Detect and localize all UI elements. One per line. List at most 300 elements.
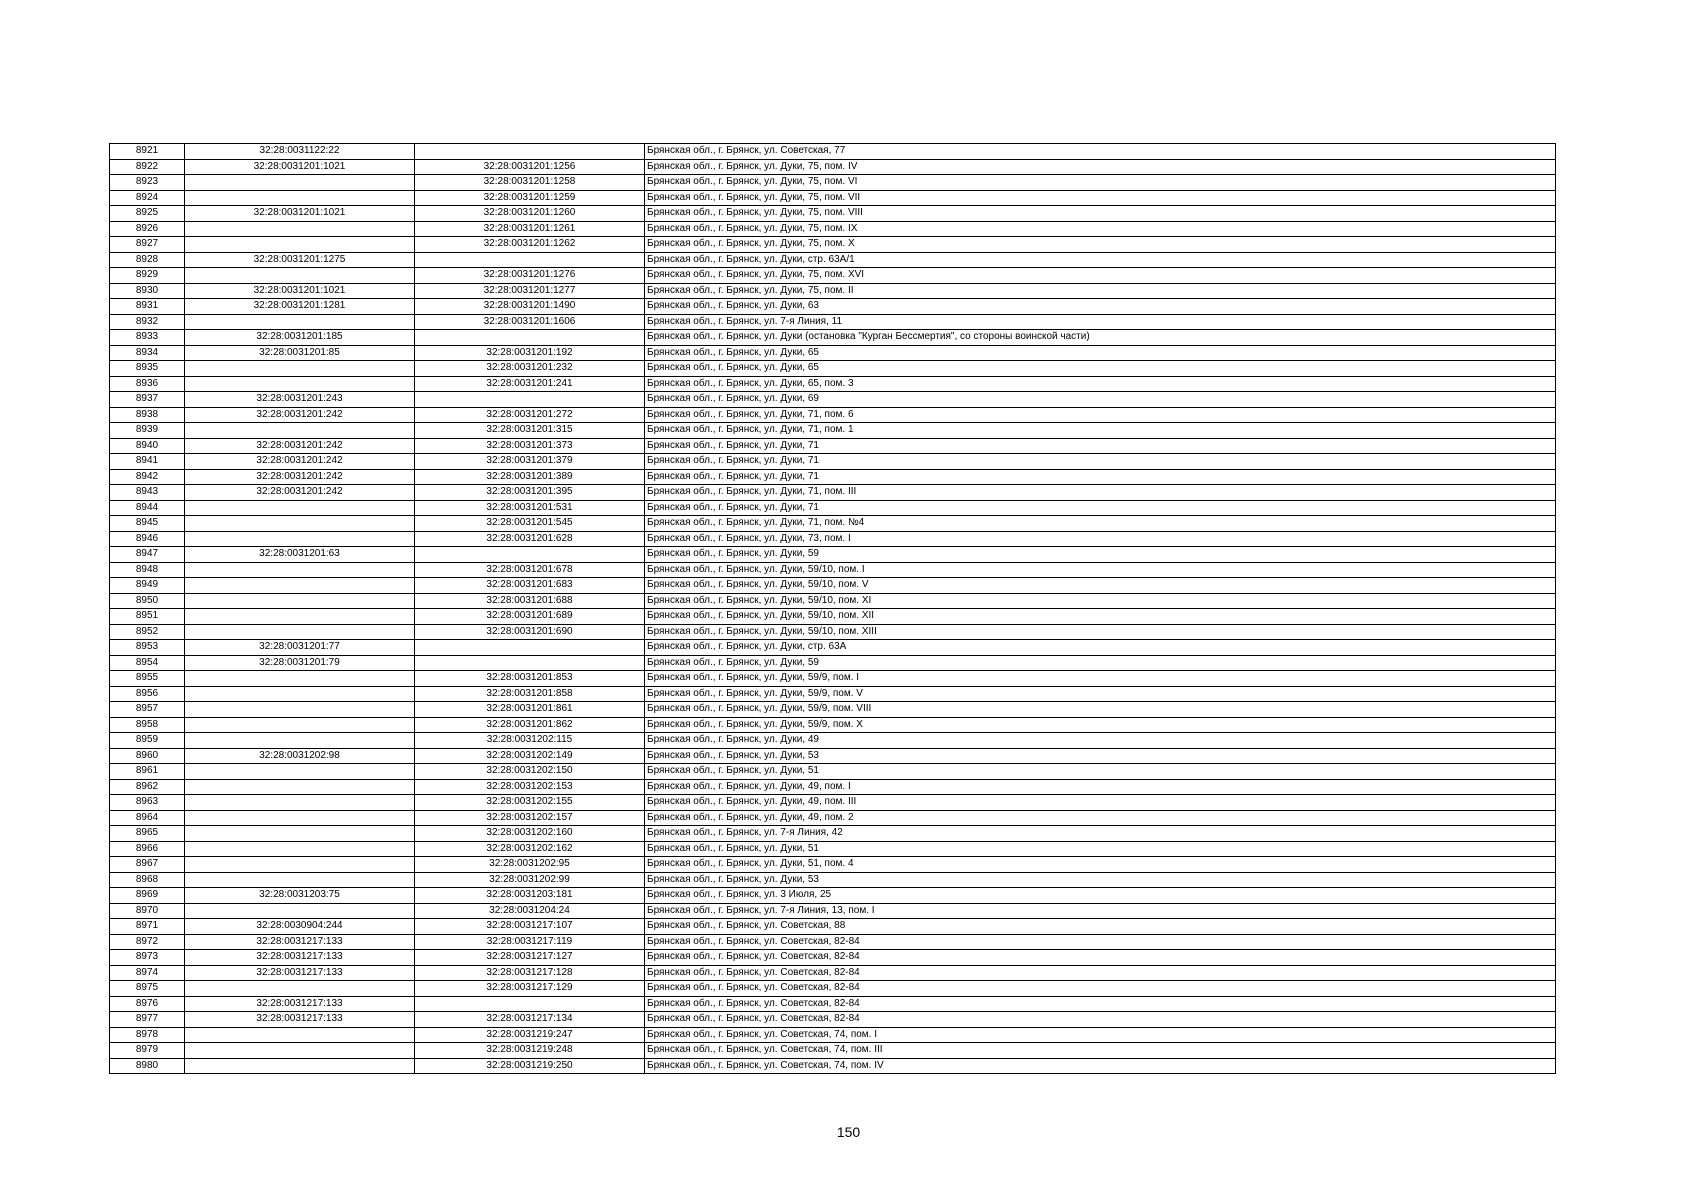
parcel-number-cell: 32:28:0031122:22 [185, 144, 415, 160]
object-number-cell: 32:28:0031202:150 [415, 764, 645, 780]
table-row [110, 640, 1556, 656]
table-row [110, 516, 1556, 532]
parcel-number-cell [185, 686, 415, 702]
address-cell: Брянская обл., г. Брянск, ул. Дуки, 75, пом. VII [645, 190, 1556, 206]
object-number-cell: 32:28:0031202:155 [415, 795, 645, 811]
parcel-number-cell: 32:28:0030904:244 [185, 919, 415, 935]
row-number-cell: 8942 [110, 469, 185, 485]
object-number-cell: 32:28:0031201:1606 [415, 314, 645, 330]
table-row [110, 624, 1556, 640]
parcel-number-cell [185, 1058, 415, 1074]
parcel-number-cell: 32:28:0031201:242 [185, 407, 415, 423]
table-row [110, 1058, 1556, 1074]
row-number-cell: 8957 [110, 702, 185, 718]
address-cell: Брянская обл., г. Брянск, ул. Дуки, 71 [645, 469, 1556, 485]
address-cell: Брянская обл., г. Брянск, ул. 7-я Линия, 13, пом. I [645, 903, 1556, 919]
object-number-cell: 32:28:0031201:858 [415, 686, 645, 702]
object-number-cell: 32:28:0031202:115 [415, 733, 645, 749]
parcel-number-cell [185, 795, 415, 811]
object-number-cell: 32:28:0031201:1259 [415, 190, 645, 206]
table-row [110, 655, 1556, 671]
table-row [110, 407, 1556, 423]
row-number-cell: 8930 [110, 283, 185, 299]
table-row [110, 826, 1556, 842]
table-row [110, 609, 1556, 625]
address-cell: Брянская обл., г. Брянск, ул. Дуки, 71 [645, 454, 1556, 470]
address-cell: Брянская обл., г. Брянск, ул. Советская, 77 [645, 144, 1556, 160]
address-cell: Брянская обл., г. Брянск, ул. Дуки, 59/10, пом. XIII [645, 624, 1556, 640]
address-cell: Брянская обл., г. Брянск, ул. 7-я Линия, 11 [645, 314, 1556, 330]
object-number-cell: 32:28:0031201:853 [415, 671, 645, 687]
parcel-number-cell: 32:28:0031201:243 [185, 392, 415, 408]
table-row [110, 221, 1556, 237]
address-cell: Брянская обл., г. Брянск, ул. 7-я Линия, 42 [645, 826, 1556, 842]
table-row [110, 981, 1556, 997]
object-number-cell: 32:28:0031202:153 [415, 779, 645, 795]
object-number-cell: 32:28:0031201:1261 [415, 221, 645, 237]
object-number-cell: 32:28:0031201:241 [415, 376, 645, 392]
address-cell: Брянская обл., г. Брянск, ул. Дуки, 51 [645, 841, 1556, 857]
table-row [110, 1043, 1556, 1059]
object-number-cell: 32:28:0031217:119 [415, 934, 645, 950]
row-number-cell: 8935 [110, 361, 185, 377]
address-cell: Брянская обл., г. Брянск, ул. Советская, 82-84 [645, 1012, 1556, 1028]
row-number-cell: 8934 [110, 345, 185, 361]
table-row [110, 454, 1556, 470]
table-row [110, 779, 1556, 795]
table-row [110, 919, 1556, 935]
row-number-cell: 8956 [110, 686, 185, 702]
parcel-number-cell [185, 903, 415, 919]
table-row [110, 841, 1556, 857]
table-row [110, 795, 1556, 811]
table-row [110, 159, 1556, 175]
parcel-number-cell: 32:28:0031201:242 [185, 438, 415, 454]
object-number-cell: 32:28:0031217:128 [415, 965, 645, 981]
row-number-cell: 8968 [110, 872, 185, 888]
object-number-cell [415, 640, 645, 656]
row-number-cell: 8945 [110, 516, 185, 532]
parcel-number-cell [185, 779, 415, 795]
parcel-number-cell [185, 500, 415, 516]
row-number-cell: 8965 [110, 826, 185, 842]
address-cell: Брянская обл., г. Брянск, ул. Дуки, 71, пом. 1 [645, 423, 1556, 439]
object-number-cell [415, 996, 645, 1012]
table-row [110, 190, 1556, 206]
row-number-cell: 8932 [110, 314, 185, 330]
object-number-cell: 32:28:0031202:162 [415, 841, 645, 857]
object-number-cell [415, 330, 645, 346]
table-row [110, 485, 1556, 501]
address-cell: Брянская обл., г. Брянск, ул. Дуки, 75, пом. VIII [645, 206, 1556, 222]
address-cell: Брянская обл., г. Брянск, ул. Дуки, стр. 63А [645, 640, 1556, 656]
parcel-number-cell: 32:28:0031217:133 [185, 965, 415, 981]
address-cell: Брянская обл., г. Брянск, ул. Дуки, 49, пом. I [645, 779, 1556, 795]
object-number-cell [415, 252, 645, 268]
row-number-cell: 8966 [110, 841, 185, 857]
table-row [110, 330, 1556, 346]
object-number-cell: 32:28:0031201:192 [415, 345, 645, 361]
parcel-number-cell: 32:28:0031217:133 [185, 950, 415, 966]
table-row [110, 1012, 1556, 1028]
table-row [110, 175, 1556, 191]
table-row [110, 857, 1556, 873]
row-number-cell: 8969 [110, 888, 185, 904]
table-row [110, 764, 1556, 780]
row-number-cell: 8944 [110, 500, 185, 516]
object-number-cell: 32:28:0031201:1256 [415, 159, 645, 175]
table-row [110, 423, 1556, 439]
parcel-number-cell [185, 702, 415, 718]
object-number-cell: 32:28:0031201:1262 [415, 237, 645, 253]
parcel-number-cell [185, 872, 415, 888]
object-number-cell: 32:28:0031201:531 [415, 500, 645, 516]
table-row [110, 438, 1556, 454]
address-cell: Брянская обл., г. Брянск, ул. Дуки, 59/9, пом. V [645, 686, 1556, 702]
parcel-number-cell [185, 1043, 415, 1059]
address-cell: Брянская обл., г. Брянск, ул. Советская, 74, пом. III [645, 1043, 1556, 1059]
address-cell: Брянская обл., г. Брянск, ул. Дуки, 71, пом. III [645, 485, 1556, 501]
object-number-cell: 32:28:0031201:683 [415, 578, 645, 594]
parcel-number-cell [185, 981, 415, 997]
parcel-number-cell: 32:28:0031201:1021 [185, 159, 415, 175]
parcel-number-cell [185, 361, 415, 377]
table-row [110, 748, 1556, 764]
parcel-number-cell [185, 764, 415, 780]
address-cell: Брянская обл., г. Брянск, ул. Дуки, 71, пом. №4 [645, 516, 1556, 532]
row-number-cell: 8928 [110, 252, 185, 268]
table-row [110, 965, 1556, 981]
parcel-number-cell [185, 624, 415, 640]
row-number-cell: 8955 [110, 671, 185, 687]
address-cell: Брянская обл., г. Брянск, ул. Дуки, 59/10, пом. XI [645, 593, 1556, 609]
object-number-cell: 32:28:0031202:157 [415, 810, 645, 826]
object-number-cell: 32:28:0031201:1276 [415, 268, 645, 284]
address-cell: Брянская обл., г. Брянск, ул. Дуки, 75, пом. XVI [645, 268, 1556, 284]
parcel-number-cell [185, 671, 415, 687]
table-row [110, 888, 1556, 904]
table-row [110, 144, 1556, 160]
row-number-cell: 8970 [110, 903, 185, 919]
parcel-number-cell [185, 826, 415, 842]
table-row [110, 578, 1556, 594]
address-cell: Брянская обл., г. Брянск, ул. Советская, 74, пом. IV [645, 1058, 1556, 1074]
object-number-cell: 32:28:0031201:1277 [415, 283, 645, 299]
table-row [110, 469, 1556, 485]
parcel-number-cell [185, 268, 415, 284]
object-number-cell: 32:28:0031201:272 [415, 407, 645, 423]
address-cell: Брянская обл., г. Брянск, ул. Дуки, 73, пом. I [645, 531, 1556, 547]
object-number-cell: 32:28:0031217:129 [415, 981, 645, 997]
parcel-number-cell [185, 810, 415, 826]
address-cell: Брянская обл., г. Брянск, ул. Дуки, 59/10, пом. XII [645, 609, 1556, 625]
row-number-cell: 8946 [110, 531, 185, 547]
object-number-cell: 32:28:0031201:1260 [415, 206, 645, 222]
table-row [110, 562, 1556, 578]
table-row [110, 252, 1556, 268]
table-row [110, 237, 1556, 253]
table-row [110, 314, 1556, 330]
object-number-cell: 32:28:0031201:373 [415, 438, 645, 454]
address-cell: Брянская обл., г. Брянск, ул. Дуки, 59/9, пом. I [645, 671, 1556, 687]
row-number-cell: 8973 [110, 950, 185, 966]
object-number-cell: 32:28:0031201:545 [415, 516, 645, 532]
row-number-cell: 8953 [110, 640, 185, 656]
address-cell: Брянская обл., г. Брянск, ул. Дуки, 49, пом. 2 [645, 810, 1556, 826]
address-cell: Брянская обл., г. Брянск, ул. Дуки, 65, пом. 3 [645, 376, 1556, 392]
address-cell: Брянская обл., г. Брянск, ул. Дуки, 71 [645, 438, 1556, 454]
row-number-cell: 8939 [110, 423, 185, 439]
address-cell: Брянская обл., г. Брянск, ул. Дуки, 59/10, пом. I [645, 562, 1556, 578]
row-number-cell: 8922 [110, 159, 185, 175]
object-number-cell: 32:28:0031201:862 [415, 717, 645, 733]
row-number-cell: 8976 [110, 996, 185, 1012]
table-row [110, 345, 1556, 361]
page-number: 150 [836, 1124, 861, 1140]
row-number-cell: 8980 [110, 1058, 185, 1074]
object-number-cell: 32:28:0031217:134 [415, 1012, 645, 1028]
parcel-number-cell: 32:28:0031217:133 [185, 1012, 415, 1028]
table-row [110, 361, 1556, 377]
table-row [110, 392, 1556, 408]
row-number-cell: 8959 [110, 733, 185, 749]
row-number-cell: 8931 [110, 299, 185, 315]
parcel-number-cell [185, 531, 415, 547]
parcel-number-cell: 32:28:0031202:98 [185, 748, 415, 764]
object-number-cell: 32:28:0031201:688 [415, 593, 645, 609]
parcel-number-cell [185, 857, 415, 873]
row-number-cell: 8924 [110, 190, 185, 206]
object-number-cell [415, 392, 645, 408]
parcel-number-cell: 32:28:0031201:77 [185, 640, 415, 656]
object-number-cell: 32:28:0031204:24 [415, 903, 645, 919]
parcel-number-cell [185, 562, 415, 578]
address-cell: Брянская обл., г. Брянск, ул. Дуки, 59/9, пом. VIII [645, 702, 1556, 718]
row-number-cell: 8949 [110, 578, 185, 594]
address-cell: Брянская обл., г. Брянск, ул. Дуки (остановка "Курган Бессмертия", со стороны воинской части) [645, 330, 1556, 346]
parcel-number-cell: 32:28:0031201:63 [185, 547, 415, 563]
table-row [110, 268, 1556, 284]
object-number-cell: 32:28:0031217:127 [415, 950, 645, 966]
address-cell: Брянская обл., г. Брянск, ул. Дуки, 59/9, пом. X [645, 717, 1556, 733]
parcel-number-cell [185, 423, 415, 439]
object-number-cell: 32:28:0031201:690 [415, 624, 645, 640]
row-number-cell: 8933 [110, 330, 185, 346]
row-number-cell: 8977 [110, 1012, 185, 1028]
parcel-number-cell [185, 1027, 415, 1043]
address-cell: Брянская обл., г. Брянск, ул. Дуки, 51 [645, 764, 1556, 780]
address-cell: Брянская обл., г. Брянск, ул. Дуки, 75, пом. IV [645, 159, 1556, 175]
register-table [109, 143, 1556, 1074]
object-number-cell: 32:28:0031201:1258 [415, 175, 645, 191]
row-number-cell: 8925 [110, 206, 185, 222]
row-number-cell: 8964 [110, 810, 185, 826]
row-number-cell: 8926 [110, 221, 185, 237]
register-table-body [110, 144, 1556, 1074]
object-number-cell: 32:28:0031217:107 [415, 919, 645, 935]
parcel-number-cell: 32:28:0031201:1281 [185, 299, 415, 315]
address-cell: Брянская обл., г. Брянск, ул. Дуки, 71, пом. 6 [645, 407, 1556, 423]
row-number-cell: 8947 [110, 547, 185, 563]
address-cell: Брянская обл., г. Брянск, ул. Дуки, 71 [645, 500, 1556, 516]
address-cell: Брянская обл., г. Брянск, ул. Советская, 82-84 [645, 996, 1556, 1012]
row-number-cell: 8972 [110, 934, 185, 950]
row-number-cell: 8936 [110, 376, 185, 392]
object-number-cell: 32:28:0031202:149 [415, 748, 645, 764]
parcel-number-cell: 32:28:0031201:242 [185, 454, 415, 470]
table-row [110, 810, 1556, 826]
table-row [110, 934, 1556, 950]
row-number-cell: 8950 [110, 593, 185, 609]
object-number-cell: 32:28:0031219:247 [415, 1027, 645, 1043]
table-row [110, 206, 1556, 222]
address-cell: Брянская обл., г. Брянск, ул. Советская, 82-84 [645, 965, 1556, 981]
table-row [110, 903, 1556, 919]
row-number-cell: 8971 [110, 919, 185, 935]
parcel-number-cell [185, 314, 415, 330]
row-number-cell: 8979 [110, 1043, 185, 1059]
row-number-cell: 8938 [110, 407, 185, 423]
row-number-cell: 8948 [110, 562, 185, 578]
address-cell: Брянская обл., г. Брянск, ул. 3 Июля, 25 [645, 888, 1556, 904]
address-cell: Брянская обл., г. Брянск, ул. Дуки, 75, пом. X [645, 237, 1556, 253]
parcel-number-cell: 32:28:0031201:79 [185, 655, 415, 671]
object-number-cell [415, 655, 645, 671]
parcel-number-cell: 32:28:0031201:1021 [185, 283, 415, 299]
object-number-cell: 32:28:0031201:628 [415, 531, 645, 547]
object-number-cell: 32:28:0031201:861 [415, 702, 645, 718]
table-row [110, 717, 1556, 733]
object-number-cell: 32:28:0031219:250 [415, 1058, 645, 1074]
table-row [110, 872, 1556, 888]
row-number-cell: 8954 [110, 655, 185, 671]
row-number-cell: 8923 [110, 175, 185, 191]
parcel-number-cell [185, 578, 415, 594]
address-cell: Брянская обл., г. Брянск, ул. Дуки, 65 [645, 361, 1556, 377]
row-number-cell: 8941 [110, 454, 185, 470]
row-number-cell: 8927 [110, 237, 185, 253]
table-row [110, 996, 1556, 1012]
parcel-number-cell: 32:28:0031201:1275 [185, 252, 415, 268]
parcel-number-cell: 32:28:0031201:185 [185, 330, 415, 346]
parcel-number-cell [185, 733, 415, 749]
row-number-cell: 8921 [110, 144, 185, 160]
address-cell: Брянская обл., г. Брянск, ул. Дуки, 59 [645, 547, 1556, 563]
table-row [110, 593, 1556, 609]
address-cell: Брянская обл., г. Брянск, ул. Дуки, 75, пом. II [645, 283, 1556, 299]
row-number-cell: 8967 [110, 857, 185, 873]
object-number-cell: 32:28:0031201:315 [415, 423, 645, 439]
object-number-cell [415, 144, 645, 160]
row-number-cell: 8929 [110, 268, 185, 284]
row-number-cell: 8974 [110, 965, 185, 981]
object-number-cell [415, 547, 645, 563]
parcel-number-cell [185, 516, 415, 532]
table-row [110, 283, 1556, 299]
table-row [110, 733, 1556, 749]
object-number-cell: 32:28:0031219:248 [415, 1043, 645, 1059]
row-number-cell: 8958 [110, 717, 185, 733]
parcel-number-cell [185, 609, 415, 625]
row-number-cell: 8960 [110, 748, 185, 764]
address-cell: Брянская обл., г. Брянск, ул. Советская, 82-84 [645, 950, 1556, 966]
parcel-number-cell [185, 175, 415, 191]
table-row [110, 531, 1556, 547]
object-number-cell: 32:28:0031201:379 [415, 454, 645, 470]
table-row [110, 950, 1556, 966]
object-number-cell: 32:28:0031202:99 [415, 872, 645, 888]
row-number-cell: 8975 [110, 981, 185, 997]
address-cell: Брянская обл., г. Брянск, ул. Дуки, 75, пом. VI [645, 175, 1556, 191]
address-cell: Брянская обл., г. Брянск, ул. Дуки, стр. 63А/1 [645, 252, 1556, 268]
object-number-cell: 32:28:0031201:395 [415, 485, 645, 501]
address-cell: Брянская обл., г. Брянск, ул. Советская, 82-84 [645, 934, 1556, 950]
table-row [110, 299, 1556, 315]
parcel-number-cell [185, 841, 415, 857]
address-cell: Брянская обл., г. Брянск, ул. Советская, 74, пом. I [645, 1027, 1556, 1043]
row-number-cell: 8940 [110, 438, 185, 454]
address-cell: Брянская обл., г. Брянск, ул. Дуки, 65 [645, 345, 1556, 361]
object-number-cell: 32:28:0031201:232 [415, 361, 645, 377]
address-cell: Брянская обл., г. Брянск, ул. Дуки, 51, пом. 4 [645, 857, 1556, 873]
parcel-number-cell [185, 376, 415, 392]
object-number-cell: 32:28:0031202:95 [415, 857, 645, 873]
row-number-cell: 8962 [110, 779, 185, 795]
address-cell: Брянская обл., г. Брянск, ул. Советская, 82-84 [645, 981, 1556, 997]
row-number-cell: 8951 [110, 609, 185, 625]
table-row [110, 671, 1556, 687]
parcel-number-cell [185, 237, 415, 253]
address-cell: Брянская обл., г. Брянск, ул. Дуки, 59 [645, 655, 1556, 671]
row-number-cell: 8952 [110, 624, 185, 640]
parcel-number-cell: 32:28:0031201:85 [185, 345, 415, 361]
table-row [110, 500, 1556, 516]
table-row [110, 1027, 1556, 1043]
address-cell: Брянская обл., г. Брянск, ул. Дуки, 49, пом. III [645, 795, 1556, 811]
parcel-number-cell: 32:28:0031201:242 [185, 469, 415, 485]
parcel-number-cell: 32:28:0031201:1021 [185, 206, 415, 222]
row-number-cell: 8978 [110, 1027, 185, 1043]
parcel-number-cell [185, 221, 415, 237]
table-row [110, 702, 1556, 718]
parcel-number-cell: 32:28:0031217:133 [185, 996, 415, 1012]
object-number-cell: 32:28:0031202:160 [415, 826, 645, 842]
address-cell: Брянская обл., г. Брянск, ул. Дуки, 53 [645, 872, 1556, 888]
row-number-cell: 8943 [110, 485, 185, 501]
address-cell: Брянская обл., г. Брянск, ул. Дуки, 75, пом. IX [645, 221, 1556, 237]
parcel-number-cell [185, 717, 415, 733]
row-number-cell: 8963 [110, 795, 185, 811]
row-number-cell: 8961 [110, 764, 185, 780]
parcel-number-cell: 32:28:0031217:133 [185, 934, 415, 950]
object-number-cell: 32:28:0031201:678 [415, 562, 645, 578]
object-number-cell: 32:28:0031203:181 [415, 888, 645, 904]
table-row [110, 686, 1556, 702]
object-number-cell: 32:28:0031201:689 [415, 609, 645, 625]
parcel-number-cell [185, 593, 415, 609]
parcel-number-cell [185, 190, 415, 206]
object-number-cell: 32:28:0031201:1490 [415, 299, 645, 315]
address-cell: Брянская обл., г. Брянск, ул. Дуки, 69 [645, 392, 1556, 408]
address-cell: Брянская обл., г. Брянск, ул. Дуки, 59/10, пом. V [645, 578, 1556, 594]
address-cell: Брянская обл., г. Брянск, ул. Дуки, 53 [645, 748, 1556, 764]
object-number-cell: 32:28:0031201:389 [415, 469, 645, 485]
parcel-number-cell: 32:28:0031203:75 [185, 888, 415, 904]
address-cell: Брянская обл., г. Брянск, ул. Дуки, 63 [645, 299, 1556, 315]
table-row [110, 376, 1556, 392]
row-number-cell: 8937 [110, 392, 185, 408]
parcel-number-cell: 32:28:0031201:242 [185, 485, 415, 501]
